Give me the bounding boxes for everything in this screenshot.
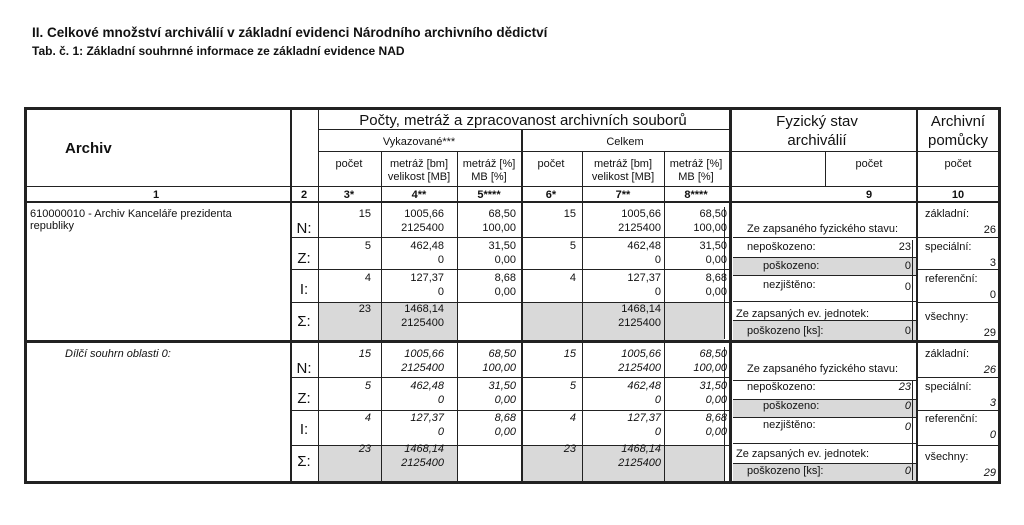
metraz-pct-value: 8,68 [705, 272, 727, 284]
referencni-label: referenční: [925, 273, 978, 285]
grid-line [916, 445, 998, 446]
grid-line [729, 107, 732, 484]
velikost-value: 2125400 [618, 222, 661, 234]
velikost-value: 0 [654, 394, 661, 406]
column-number: 4** [411, 189, 427, 201]
specialni-label: speciální: [925, 241, 972, 253]
metraz-value: 127,37 [627, 412, 661, 424]
phys-heading-2: Ze zapsaných ev. jednotek: [736, 448, 870, 460]
grid-line [27, 186, 998, 187]
pocet-value: 4 [364, 272, 371, 284]
vsechny-value: 29 [983, 327, 996, 339]
mb-pct-value: 0,00 [494, 394, 516, 406]
poskozeno-ks-label: poškozeno [ks]: [747, 465, 824, 477]
metraz-pct-value: 31,50 [488, 380, 516, 392]
metraz-value: 462,48 [410, 240, 444, 252]
grid-line [916, 302, 998, 303]
archive-label: Dílčí souhrn oblasti 0: [65, 348, 171, 360]
vykazovane-header: Vykazované*** [382, 136, 456, 148]
zakladni-value: 26 [983, 364, 996, 376]
velikost-value: 2125400 [618, 362, 661, 374]
metraz-value: 127,37 [410, 272, 444, 284]
grid-line [582, 151, 583, 484]
pocet-value: 15 [358, 348, 371, 360]
velikost-value: 2125400 [401, 457, 444, 469]
metraz-header: metráž [bm] [389, 158, 449, 170]
grid-line [916, 107, 918, 484]
grid-line [729, 151, 1001, 152]
column-number: 1 [152, 189, 160, 201]
row-code: I: [299, 281, 309, 298]
grid-line [733, 320, 916, 321]
metraz-value: 1468,14 [621, 303, 661, 315]
vsechny-label: všechny: [925, 311, 969, 323]
poskozeno-ks-value: 0 [904, 325, 911, 337]
phys-heading: Ze zapsaného fyzického stavu: [747, 223, 899, 235]
metraz-header: metráž [bm] [593, 158, 653, 170]
velikost-value: 0 [654, 286, 661, 298]
metraz-pct-value: 68,50 [488, 208, 516, 220]
velikost-value: 2125400 [401, 317, 444, 329]
mb-pct-header: MB [%] [471, 171, 507, 183]
grid-line [27, 201, 998, 203]
pocet-value: 5 [569, 380, 576, 392]
metraz-value: 462,48 [627, 240, 661, 252]
velikost-value: 0 [437, 254, 444, 266]
referencni-value: 0 [989, 429, 996, 441]
poskozeno-value: 0 [904, 260, 911, 272]
pocet-value: 4 [364, 412, 371, 424]
grid-line [318, 107, 319, 484]
shaded-cell [733, 257, 916, 275]
specialni-value: 3 [989, 257, 996, 269]
specialni-label: speciální: [925, 381, 972, 393]
pocet-value: 4 [569, 272, 576, 284]
mb-pct-value: 100,00 [482, 362, 516, 374]
poskozeno-ks-value: 0 [904, 465, 911, 477]
metraz-pct-value: 68,50 [699, 208, 727, 220]
grid-line [733, 275, 916, 276]
nezjisteno-label: nezjištěno: [763, 419, 816, 431]
nezjisteno-value: 0 [904, 421, 911, 433]
phys-heading: Ze zapsaného fyzického stavu: [747, 363, 899, 375]
metraz-value: 1468,14 [404, 303, 444, 315]
neposkozeno-label: nepoškozeno: [747, 241, 816, 253]
row-code: I: [299, 421, 309, 438]
pocet-value: 15 [358, 208, 371, 220]
metraz-pct-header: metráž [%] [669, 158, 723, 170]
vsechny-label: všechny: [925, 451, 969, 463]
zakladni-label: základní: [925, 348, 970, 360]
nezjisteno-value: 0 [904, 281, 911, 293]
velikost-value: 2125400 [618, 317, 661, 329]
velikost-value: 0 [437, 394, 444, 406]
grid-line [24, 481, 1001, 484]
grid-line [24, 107, 1001, 110]
fyzicky-stav-header-2: archiválií [787, 132, 847, 149]
velikost-value: 2125400 [401, 222, 444, 234]
grid-line [733, 257, 916, 258]
row-code: Σ: [297, 453, 311, 470]
grid-line [318, 151, 729, 152]
velikost-header: velikost [MB] [387, 171, 451, 183]
nezjisteno-label: nezjištěno: [763, 279, 816, 291]
metraz-value: 1005,66 [621, 208, 661, 220]
neposkozeno-label: nepoškozeno: [747, 381, 816, 393]
column-number: 7** [615, 189, 631, 201]
pocet-header: počet [944, 158, 972, 170]
metraz-pct-header: metráž [%] [462, 158, 516, 170]
velikost-value: 0 [437, 286, 444, 298]
mb-pct-value: 0,00 [494, 426, 516, 438]
pocet-header: počet [335, 158, 363, 170]
velikost-value: 2125400 [401, 362, 444, 374]
velikost-header: velikost [MB] [591, 171, 655, 183]
grid-line [916, 377, 998, 378]
column-number: 9 [865, 189, 873, 201]
column-number: 5**** [477, 189, 501, 201]
grid-line [24, 107, 27, 484]
pocet-value: 5 [364, 380, 371, 392]
metraz-pct-value: 68,50 [488, 348, 516, 360]
metraz-value: 1468,14 [621, 443, 661, 455]
pocet-value: 23 [358, 443, 371, 455]
velikost-value: 0 [654, 254, 661, 266]
mb-pct-value: 0,00 [494, 286, 516, 298]
pocet-value: 23 [563, 443, 576, 455]
celkem-header: Celkem [606, 136, 644, 148]
poskozeno-ks-label: poškozeno [ks]: [747, 325, 824, 337]
fyzicky-stav-header: Fyzický stav [776, 113, 858, 130]
metraz-value: 462,48 [410, 380, 444, 392]
pocet-value: 15 [563, 208, 576, 220]
page-title: II. Celkové množství archiválií v základní evidenci Národního archivního dědictví [32, 25, 548, 40]
phys-heading-2: Ze zapsaných ev. jednotek: [736, 308, 870, 320]
metraz-pct-value: 31,50 [488, 240, 516, 252]
specialni-value: 3 [989, 397, 996, 409]
velikost-value: 0 [437, 426, 444, 438]
poskozeno-label: poškozeno: [763, 400, 820, 412]
metraz-value: 1005,66 [404, 348, 444, 360]
referencni-label: referenční: [925, 413, 978, 425]
grid-line [733, 301, 916, 302]
mb-pct-value: 100,00 [693, 222, 727, 234]
grid-line [381, 151, 382, 484]
pocty-header: Počty, metráž a zpracovanost archivních souborů [359, 112, 687, 129]
metraz-pct-value: 8,68 [494, 412, 516, 424]
metraz-value: 127,37 [627, 272, 661, 284]
neposkozeno-value: 23 [898, 241, 911, 253]
grid-line [733, 443, 916, 444]
mb-pct-header: MB [%] [678, 171, 714, 183]
zakladni-value: 26 [983, 224, 996, 236]
velikost-value: 2125400 [618, 457, 661, 469]
column-number: 2 [300, 189, 308, 201]
column-number: 8**** [684, 189, 708, 201]
grid-line [825, 151, 826, 187]
row-code: Z: [297, 250, 311, 267]
neposkozeno-value: 23 [898, 381, 911, 393]
pocet-header: počet [537, 158, 565, 170]
grid-line [318, 129, 729, 130]
poskozeno-label: poškozeno: [763, 260, 820, 272]
pocet-value: 5 [364, 240, 371, 252]
mb-pct-value: 0,00 [705, 394, 727, 406]
grid-line [521, 129, 523, 484]
mb-pct-value: 100,00 [693, 362, 727, 374]
row-code: N: [296, 360, 312, 377]
row-code: Σ: [297, 313, 311, 330]
pocet-value: 23 [358, 303, 371, 315]
pocet-header: počet [855, 158, 883, 170]
column-number: 3* [343, 189, 355, 201]
metraz-pct-value: 31,50 [699, 380, 727, 392]
grid-line [733, 463, 916, 464]
vsechny-value: 29 [983, 467, 996, 479]
grid-line [912, 380, 913, 480]
grid-line [998, 107, 1001, 484]
metraz-pct-value: 8,68 [494, 272, 516, 284]
velikost-value: 0 [654, 426, 661, 438]
pomucky-header: Archivní [930, 113, 986, 130]
metraz-value: 1468,14 [404, 443, 444, 455]
metraz-value: 127,37 [410, 412, 444, 424]
grid-line [733, 417, 916, 418]
row-code: Z: [297, 390, 311, 407]
metraz-pct-value: 8,68 [705, 412, 727, 424]
grid-line [290, 107, 292, 484]
table-caption: Tab. č. 1: Základní souhrnné informace ze základní evidence NAD [32, 44, 405, 58]
mb-pct-value: 0,00 [705, 286, 727, 298]
poskozeno-value: 0 [904, 400, 911, 412]
metraz-value: 1005,66 [621, 348, 661, 360]
pomucky-header-2: pomůcky [927, 132, 989, 149]
grid-line [916, 237, 998, 238]
grid-line [916, 410, 998, 411]
grid-line [916, 269, 998, 270]
mb-pct-value: 0,00 [494, 254, 516, 266]
grid-line [457, 151, 458, 484]
row-code: N: [296, 220, 312, 237]
mb-pct-value: 0,00 [705, 426, 727, 438]
metraz-pct-value: 68,50 [699, 348, 727, 360]
metraz-value: 1005,66 [404, 208, 444, 220]
shaded-cell [733, 399, 916, 417]
archiv-header: Archiv [65, 140, 112, 157]
archive-label: 610000010 - Archiv Kanceláře prezidenta [30, 208, 232, 220]
pocet-value: 4 [569, 412, 576, 424]
mb-pct-value: 0,00 [705, 254, 727, 266]
column-number: 10 [951, 189, 965, 201]
grid-line [664, 151, 665, 484]
grid-line [912, 240, 913, 340]
referencni-value: 0 [989, 289, 996, 301]
grid-line [27, 340, 998, 343]
mb-pct-value: 100,00 [482, 222, 516, 234]
grid-line [733, 399, 916, 400]
pocet-value: 15 [563, 348, 576, 360]
grid-line [733, 237, 916, 238]
metraz-pct-value: 31,50 [699, 240, 727, 252]
metraz-value: 462,48 [627, 380, 661, 392]
zakladni-label: základní: [925, 208, 970, 220]
archive-label: republiky [30, 220, 75, 232]
column-number: 6* [545, 189, 557, 201]
pocet-value: 5 [569, 240, 576, 252]
